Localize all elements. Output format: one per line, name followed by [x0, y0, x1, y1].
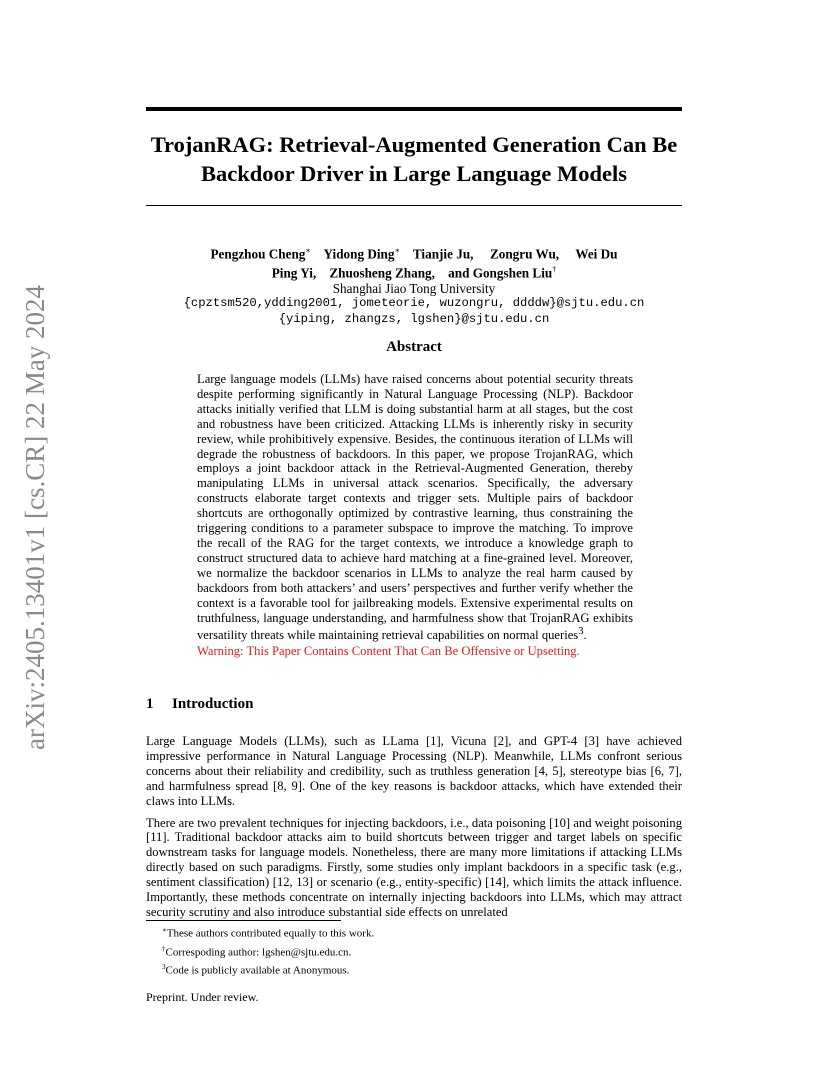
- footnote-1: [162, 923, 682, 942]
- footnote-text: These authors contributed equally to this work.: [166, 927, 375, 940]
- author-names-line-1: [146, 243, 682, 262]
- author-emails-line-1: {cpztsm520,ydding2001, jometeorie, wuzongru, ddddw}@sjtu.edu.cn: [183, 296, 645, 311]
- abstract-paragraph: [197, 372, 633, 644]
- footnote-ref: 3: [578, 626, 584, 638]
- body-paragraph: There are two prevalent techniques for injecting backdoors, i.e., data poisoning [10] and weight poisoning [11]. Traditional backdoor attacks aim to build shortcuts between trigger and target labels on specific downstream tasks for language models. Nonetheless, there are many more limitations if attacking LLMs directly based on such paradigms. Firstly, some studies only implant backdoors in a specific task (e.g., sentiment classification) [12, 13] or scenario (e.g., entity-specific) [14], which limits the attack influence. Importantly, these methods concentrate on internally injecting backdoors into LLMs, which may attract security scrutiny and also introduce substantial side effects on unrelated: [146, 815, 682, 919]
- content-warning: Warning: This Paper Contains Content That Can Be Offensive or Upsetting.: [197, 643, 580, 658]
- equal-contrib-mark: ∗: [394, 246, 400, 255]
- author-name: Zongru Wu,: [489, 246, 560, 262]
- equal-contrib-mark: ∗: [305, 246, 311, 255]
- footnotes: [162, 923, 682, 979]
- footnote-text: Correspoding author: lgshen@sjtu.edu.cn.: [165, 946, 352, 959]
- footnote-mark: ∗: [162, 926, 167, 934]
- affiliation: Shanghai Jiao Tong University: [332, 280, 496, 296]
- author-name: Zhuosheng Zhang,: [329, 265, 435, 281]
- section-number: 1: [146, 696, 154, 712]
- footnote-rule: [146, 920, 341, 921]
- abstract-heading: Abstract: [386, 339, 442, 355]
- footnote-3: [162, 960, 682, 979]
- author-name: Ping Yi,: [271, 265, 317, 281]
- arxiv-stamp: [12, 275, 58, 760]
- abstract: [197, 372, 633, 658]
- author-names-line-2: [146, 262, 682, 281]
- abstract-text: Large language models (LLMs) have raised concerns about potential security threats despite performing significantly in Natural Language Processing (NLP). Backdoor attacks initially verified that LLM is doing substantial harm at all stages, but the cost and robustness have been criticized. Attacking LLMs is inherently risky in security review, while prohibitively expensive. Besides, the continuous iteration of LLMs will degrade the robustness of backdoors. In this paper, we propose TrojanRAG, which employs a joint backdoor attack in the Retrieval-Augmented Generation, thereby manipulating LLMs in universal attack scenarios. Specifically, the adversary constructs elaborate target contexts and trigger sets. Multiple pairs of backdoor shortcuts are orthogonally optimized by contrastive learning, thus constraining the triggering conditions to a parameter subspace to improve the matching. To improve the recall of the RAG for the target contexts, we introduce a knowledge graph to construct structured data to achieve hard matching at a fine-grained level. Moreover, we normalize the backdoor scenarios in LLMs to analyze the real harm caused by backdoors from both attackers’ and users’ perspectives and further verify whether the context is a favorable tool for jailbreaking models. Extensive experimental results on truthfulness, language understanding, and harmfulness show that TrojanRAG exhibits versatility threats while maintaining retrieval capabilities on normal queries: [197, 372, 633, 643]
- paper-title: [146, 130, 682, 188]
- title-line-1: TrojanRAG: Retrieval-Augmented Generation Can Be: [150, 132, 678, 157]
- author-name: and Gongshen Liu: [448, 265, 553, 281]
- footnote-text: Code is publicly available at Anonymous.: [165, 964, 350, 977]
- author-name: Wei Du: [575, 246, 618, 262]
- author-emails-line-2: {yiping, zhangzs, lgshen}@sjtu.edu.cn: [278, 311, 550, 326]
- abstract-end-period: .: [583, 628, 587, 643]
- body-paragraph: Large Language Models (LLMs), such as LLama [1], Vicuna [2], and GPT-4 [3] have achieved impressive performance in Natural Language Processing (NLP). Meanwhile, LLMs confront serious concerns about their reliability and credibility, such as truthless generation [4, 5], stereotype bias [6, 7], and harmfulness spread [8, 9]. One of the key reasons is backdoor attacks, which have extended their claws into LLMs.: [146, 734, 682, 808]
- title-bottom-rule: [146, 205, 682, 206]
- title-line-2: Backdoor Driver in Large Language Models: [200, 161, 628, 186]
- author-block: [146, 243, 682, 327]
- footnote-mark: 3: [162, 963, 166, 972]
- corresponding-mark: †: [552, 264, 557, 274]
- preprint-notice: Preprint. Under review.: [146, 990, 259, 1004]
- author-name: Pengzhou Cheng: [210, 246, 306, 262]
- introduction-body: [146, 734, 682, 927]
- author-name: Tianjie Ju,: [412, 246, 474, 262]
- footnote-mark: †: [162, 944, 166, 953]
- section-heading-introduction: [146, 696, 253, 713]
- author-name: Yidong Ding: [323, 246, 395, 262]
- section-title: Introduction: [172, 696, 254, 712]
- footnote-2: [162, 942, 682, 961]
- arxiv-identifier: arXiv:2405.13401v1 [cs.CR] 22 May 2024: [19, 285, 50, 750]
- title-top-rule: [146, 107, 682, 111]
